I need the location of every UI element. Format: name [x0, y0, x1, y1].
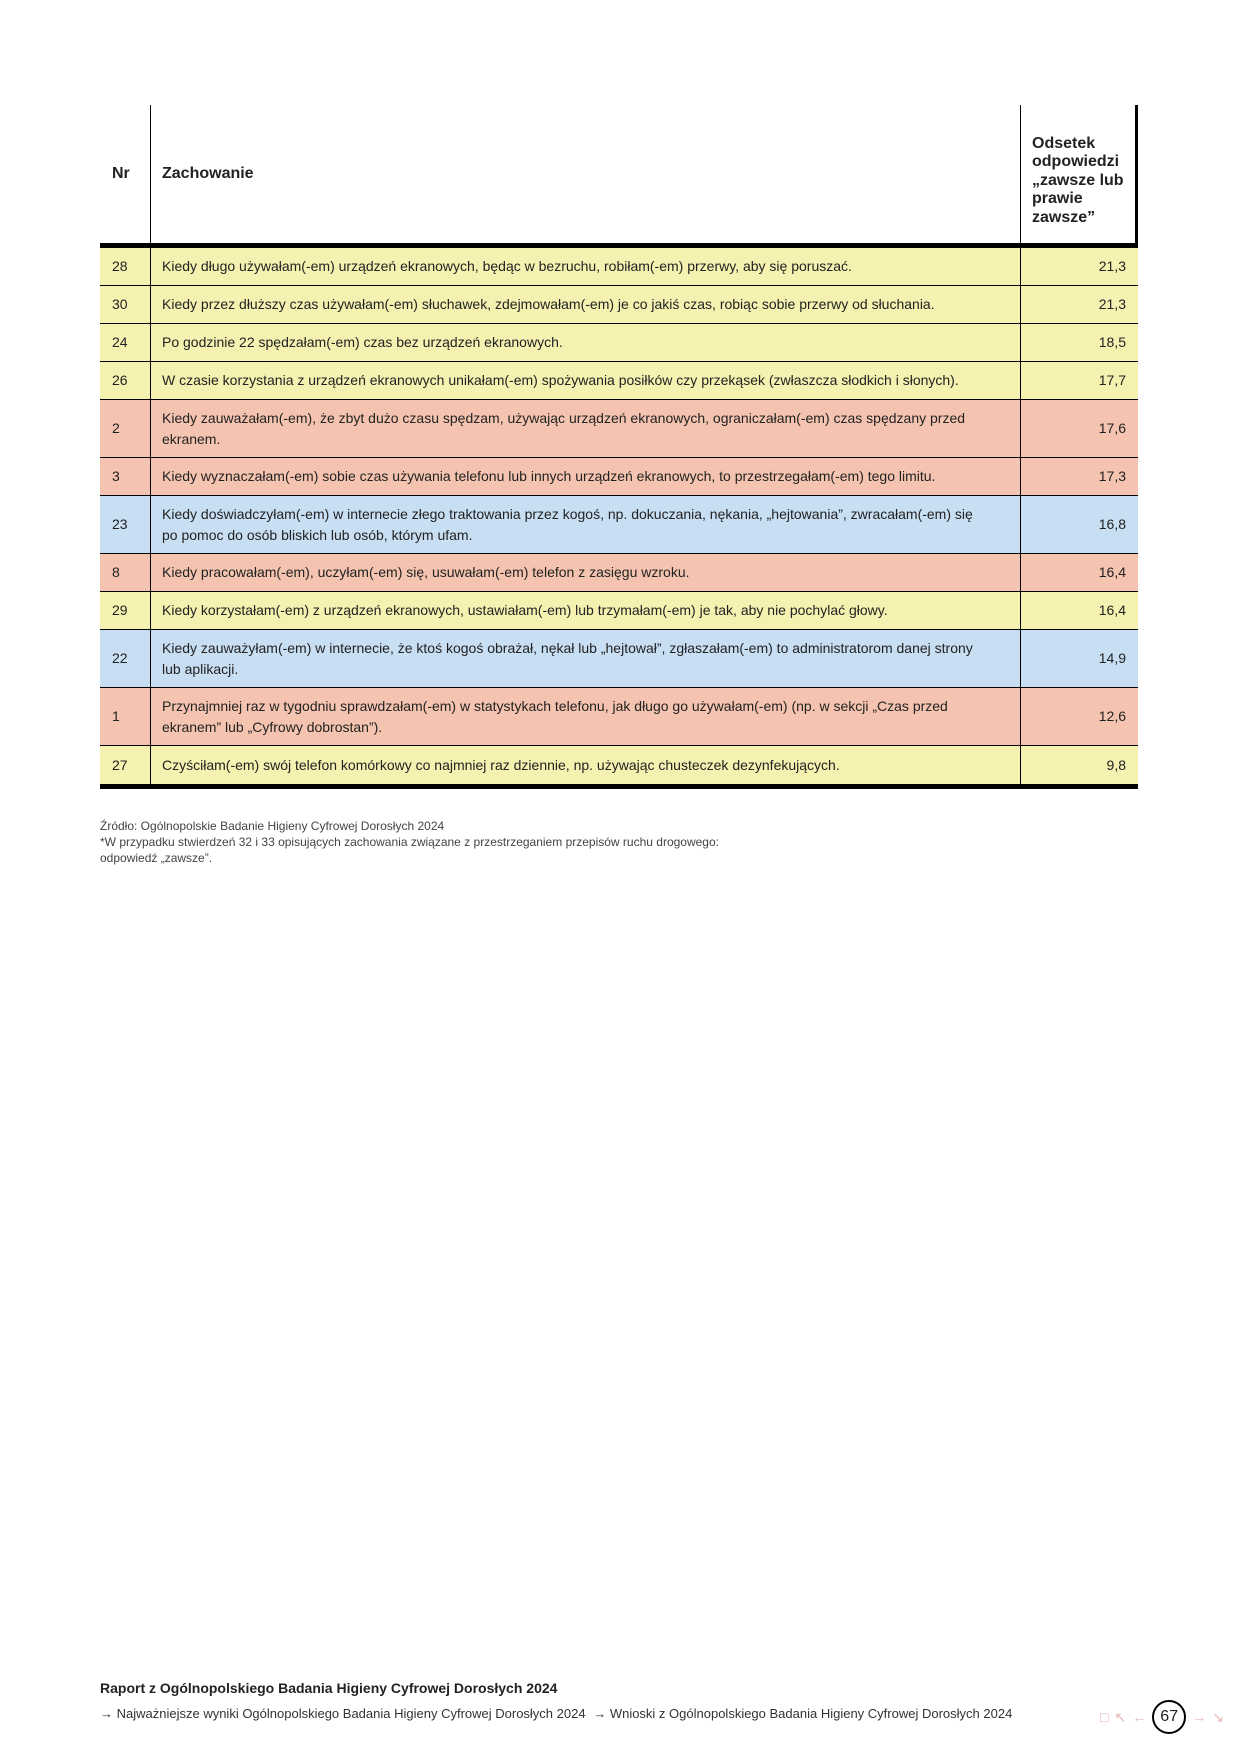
table-row: [100, 248, 1138, 286]
row-nr: 8: [112, 564, 120, 580]
footnote-line-2: odpowiedź „zawsze”.: [100, 851, 213, 865]
row-value: 16,4: [1020, 592, 1138, 629]
table-row: [100, 554, 1138, 592]
table-row: [100, 630, 1138, 688]
table-row: [100, 746, 1138, 789]
row-value: 21,3: [1020, 286, 1138, 323]
row-behavior: Kiedy zauważałam(-em), że zbyt dużo czasu spędzam, używając urządzeń ekranowych, ograniczałam(-em) czas spędzany przed ekranem.: [150, 400, 1020, 457]
row-value: 17,7: [1020, 362, 1138, 399]
row-nr: 23: [112, 516, 128, 532]
footer-link-key-results[interactable]: → Najważniejsze wyniki Ogólnopolskiego Badania Higieny Cyfrowej Dorosłych 2024: [100, 1706, 586, 1721]
table-row: [100, 324, 1138, 362]
arrow-down-right-icon[interactable]: ↘: [1212, 1708, 1224, 1725]
table-header: [100, 105, 1138, 248]
row-behavior: Kiedy korzystałam(-em) z urządzeń ekranowych, ustawiałam(-em) lub trzymałam(-em) je tak, aby nie pochylać głowy.: [150, 592, 1020, 629]
row-behavior: Po godzinie 22 spędzałam(-em) czas bez urządzeń ekranowych.: [150, 324, 1020, 361]
row-behavior: Kiedy pracowałam(-em), uczyłam(-em) się, usuwałam(-em) telefon z zasięgu wzroku.: [150, 554, 1020, 591]
home-icon[interactable]: □: [1100, 1709, 1109, 1725]
row-nr: 27: [112, 756, 128, 773]
header-behavior: Zachowanie: [150, 105, 1020, 243]
row-value: 16,4: [1020, 554, 1138, 591]
row-nr: 26: [112, 372, 128, 388]
row-behavior: Przynajmniej raz w tygodniu sprawdzałam(-em) w statystykach telefonu, jak długo go używałam(-em) (np. w sekcji „Czas przed ekranem” lub „Cyfrowy dobrostan”).: [150, 688, 1020, 745]
row-behavior: Kiedy przez dłuższy czas używałam(-em) słuchawek, zdejmowałam(-em) je co jakiś czas, robiąc sobie przerwy od słuchania.: [150, 286, 1020, 323]
footer-links: [100, 1706, 1016, 1721]
row-value: 18,5: [1020, 324, 1138, 361]
row-nr: 1: [112, 708, 120, 724]
table-row: [100, 592, 1138, 630]
footnote-line-1: *W przypadku stwierdzeń 32 i 33 opisujących zachowania związane z przestrzeganiem przepisów ruchu drogowego:: [100, 835, 719, 849]
header-value: Odsetek odpowiedzi „zawsze lub prawie zawsze”: [1020, 105, 1138, 243]
row-behavior: W czasie korzystania z urządzeń ekranowych unikałam(-em) spożywania posiłków czy przekąsek (zwłaszcza słodkich i słonych).: [150, 362, 1020, 399]
row-nr: 24: [112, 334, 128, 350]
table-row: [100, 400, 1138, 458]
row-value: 9,8: [1020, 746, 1138, 784]
row-value: 12,6: [1020, 688, 1138, 745]
row-value: 17,3: [1020, 458, 1138, 495]
table-row: [100, 496, 1138, 554]
row-value: 16,8: [1020, 496, 1138, 553]
row-nr: 2: [112, 420, 120, 436]
footer-title: Raport z Ogólnopolskiego Badania Higieny Cyfrowej Dorosłych 2024: [100, 1680, 558, 1696]
table-row: [100, 458, 1138, 496]
table-row: [100, 286, 1138, 324]
arrow-left-icon[interactable]: ←: [1132, 1709, 1147, 1725]
row-behavior: Kiedy długo używałam(-em) urządzeń ekranowych, będąc w bezruchu, robiłam(-em) przerwy, aby się poruszać.: [150, 248, 1020, 285]
arrow-up-left-icon[interactable]: ↖: [1114, 1708, 1127, 1725]
footer-link-conclusions[interactable]: → Wnioski z Ogólnopolskiego Badania Higieny Cyfrowej Dorosłych 2024: [593, 1706, 1013, 1721]
behaviors-table: [100, 105, 1138, 789]
row-value: 14,9: [1020, 630, 1138, 687]
row-nr: 30: [112, 296, 128, 312]
page-navigation: [1100, 1700, 1224, 1734]
row-behavior: Czyściłam(-em) swój telefon komórkowy co najmniej raz dziennie, np. używając chusteczek dezynfekujących.: [150, 746, 1020, 784]
row-behavior: Kiedy doświadczyłam(-em) w internecie złego traktowania przez kogoś, np. dokuczania, nękania, „hejtowania”, zwracałam(-em) się po pomoc do osób bliskich lub osób, którym ufam.: [150, 496, 1020, 553]
page-number: 67: [1152, 1700, 1186, 1734]
source-note: Źródło: Ogólnopolskie Badanie Higieny Cyfrowej Dorosłych 2024: [100, 819, 445, 833]
row-value: 17,6: [1020, 400, 1138, 457]
table-row: [100, 362, 1138, 400]
row-value: 21,3: [1020, 248, 1138, 285]
row-behavior: Kiedy wyznaczałam(-em) sobie czas używania telefonu lub innych urządzeń ekranowych, to przestrzegałam(-em) tego limitu.: [150, 458, 1020, 495]
row-nr: 28: [112, 258, 128, 274]
row-nr: 29: [112, 602, 128, 618]
table-row: [100, 688, 1138, 746]
header-nr: Nr: [112, 165, 130, 182]
row-behavior: Kiedy zauważyłam(-em) w internecie, że ktoś kogoś obrażał, nękał lub „hejtował”, zgłaszałam(-em) to administratorom danej strony lub aplikacji.: [150, 630, 1020, 687]
row-nr: 3: [112, 468, 120, 484]
row-nr: 22: [112, 650, 128, 666]
table-body: [100, 248, 1138, 789]
arrow-right-icon[interactable]: →: [1192, 1709, 1207, 1725]
notes: [100, 818, 719, 866]
